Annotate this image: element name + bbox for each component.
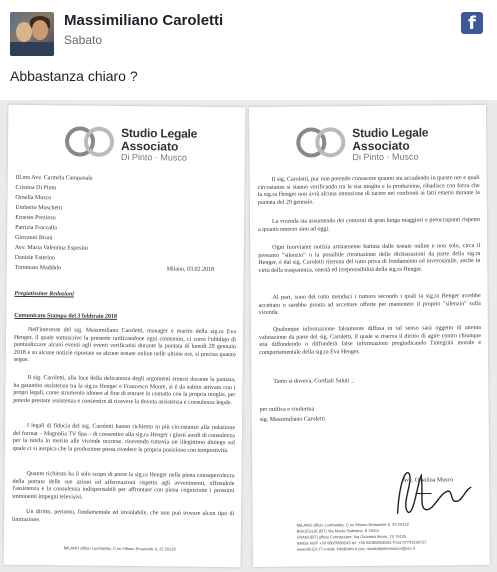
logo-line2: Associato xyxy=(120,138,179,154)
paragraph: Al pari, sono del tutto mendaci i rumors secondo i quali la sig.ra Henger avrebbe accettato o sarebbe pronta ad accettare offerte per mantenere il proprio "silenzio" sulla vicenda. xyxy=(258,293,481,317)
paragraph: Nell'interesse del sig. Massimiliano Caroletti, manager e marito della sig.ra Eva Henger, il quale sottoscrive la presente ratificandone ogni contenuto, ci corre l'obbligo di puntualizzare alcuni eventi agli eventi verificatisi durante la puntata di lunedì 29 gennaio 2018 e su alcune notizie riportate su alcune testate online nelle ultime ore, si precisa quanto segue. xyxy=(13,326,237,364)
paragraph: Ogni fuorviante notizia artatamente battuta dalle testate online e non solo, circa il presunto "silenzio" o la possibile ritrattazione delle dichiarazioni da parte della sig.ra Henger, è dal sig. Caroletti ritenuta del tutto priva di fondamento ed inverosimile, anche in virtù della trasparenza, onestà ed irreprensibilità della sig.ra Henger. xyxy=(258,243,481,274)
logo-line3: Di Pinto · Musco xyxy=(352,151,419,163)
recipient: Giovanni Bruni xyxy=(14,234,53,242)
document-page-left xyxy=(4,105,246,567)
post-caption: Abbastanza chiaro ? xyxy=(10,68,138,84)
post-header xyxy=(0,0,497,64)
paragraph: Qualunque informazione falsamente diffusa in tal senso sarà oggetto di attenta valutazione da parte del sig. Caroletti, il quale si riserva il diritto di agire contro chiunque stia diffondendo o diffonderà false informazioni pregiudicando l'integrità morale e comportamentale della sig.ra Eva Henger. xyxy=(258,325,482,356)
footer-line: TRANI (BT) ufficio Formazione: Via Giovanni Bovio, 74 76125 xyxy=(296,533,407,540)
footer-line: BISCEGLIE (BT) Via Monte Sabotino, 8 76011 xyxy=(296,527,380,534)
avatar[interactable] xyxy=(10,12,54,56)
logo-line1: Studio Legale xyxy=(121,125,198,141)
recipient: Patrizia Fraccalla xyxy=(15,224,57,232)
logo-rings-icon xyxy=(294,124,349,160)
logo-line1: Studio Legale xyxy=(352,125,429,141)
document-page-right xyxy=(249,105,490,567)
paragraph: Quanto richiesto ha il solo scopo di porre la sig.ra Henger nella piena consapevolezza della portata delle sue azioni ed affermazioni rispetto agli avvenimenti, offrendole l'assistenza e la consulenza indispensabili per affrontare con piena cognizione i prossimi imminenti impegni televisivi. xyxy=(12,470,235,501)
paragraph: La vicenda sta assumendo dei contorni di gran lunga maggiori e preoccupanti rispetto a quanto emerso sino ad oggi. xyxy=(258,217,481,233)
closing: Tanto si doveva, Cordiali Saluti _ xyxy=(273,378,354,385)
footer-line: MILANO ufficio Lombardia: C.so Vittorio Emanuele II, 22 20122 xyxy=(296,521,409,528)
law-firm-logo xyxy=(294,123,464,164)
paragraph: Il sig. Caroletti, alla luce della delicatezza degli argomenti emersi durante la puntata, ha garantito assistenza tra la sig.ra Henger e Francesco Monte, si è da subito attivato con i propri legali, come strumento idoneo al fine di entrare in contatto con la propria moglie, per poterle prestare assistenza e consentire di ricevere la dovuta assistenza e consulenza legale. xyxy=(13,374,236,406)
place-date: Milano, 03.02.2018 xyxy=(166,266,215,273)
recipient: Umberto Moschetti xyxy=(15,204,63,212)
recipient: Cristina Di Pinto xyxy=(15,184,57,192)
footer-line: telefax VoIP +39 080/3968243 tel. +39 0208/3968194 P.Iva 07793190727 xyxy=(296,539,427,546)
recipient: Ornella Musco xyxy=(15,194,52,202)
signature-icon xyxy=(387,463,478,524)
recipient: Tommaso Maddalo xyxy=(14,264,62,272)
law-firm-logo xyxy=(63,123,233,165)
footer-line: www.WLEX.IT e-mail: info@slex.it pec: studiodipintomusco@pec.it xyxy=(296,545,415,552)
paragraph: Il sig. Caroletti, pur non potendo conoscere quanto sta accadendo in queste ore e quali circostanze si stanno verificando tra la sua moglie e la produzione, ribadisce con forza che la sig.ra Henger non avrà alcuna intenzione di tacere nei confronti ai fatti emersi durante la puntata del 29 gennaio. xyxy=(257,175,480,206)
ratify-label: per ratifica e conferma xyxy=(259,406,315,413)
subject: Comunicato Stampa del 3 febbraio 2018 xyxy=(14,312,118,320)
page-footer: MILANO ufficio Lombardia: C.so Vittorio Emanuele II, 22 20122 xyxy=(63,545,176,552)
paragraph: I legali di fiducia del sig. Caroletti hanno richiesto in più circostanze alla redazione del format – Magnolia TV Spa – di consentire alla sig.ra Henger i giusti ausili di consulenza per la tutela in merito alle vicende occorse, ricevendo tuttavia un illegittimo diniego sul quale ci si auspica che la produzione possa rivedere la propria posizione con tempestività. xyxy=(12,422,236,454)
ratify-name: sig. Massimiliano Caroletti xyxy=(259,416,325,423)
lawyer-name: Avv. Orsolina Musco xyxy=(402,477,454,484)
recipient: Ill.mo Avv. Carmela Campanale xyxy=(15,174,93,182)
recipient: Avv. Maria Valentina Esposito xyxy=(14,244,88,252)
logo-line2: Associato xyxy=(352,138,410,154)
paragraph: Un diritto, pertanto, fondamentale ed inviolabile, che non può trovare alcun tipo di limitazione. xyxy=(12,508,235,523)
post-date[interactable]: Sabato xyxy=(64,33,103,47)
post-photo[interactable] xyxy=(0,100,497,572)
author-name[interactable]: Massimiliano Caroletti xyxy=(64,12,224,29)
recipient: Daniele Esterino xyxy=(14,254,55,262)
logo-line3: Di Pinto · Musco xyxy=(120,151,187,163)
facebook-icon[interactable]: f xyxy=(461,12,483,34)
recipient: Ernesto Prezioso xyxy=(15,214,56,222)
subject-label: Pregiatissime Redazioni xyxy=(14,290,74,298)
logo-rings-icon xyxy=(63,123,118,160)
